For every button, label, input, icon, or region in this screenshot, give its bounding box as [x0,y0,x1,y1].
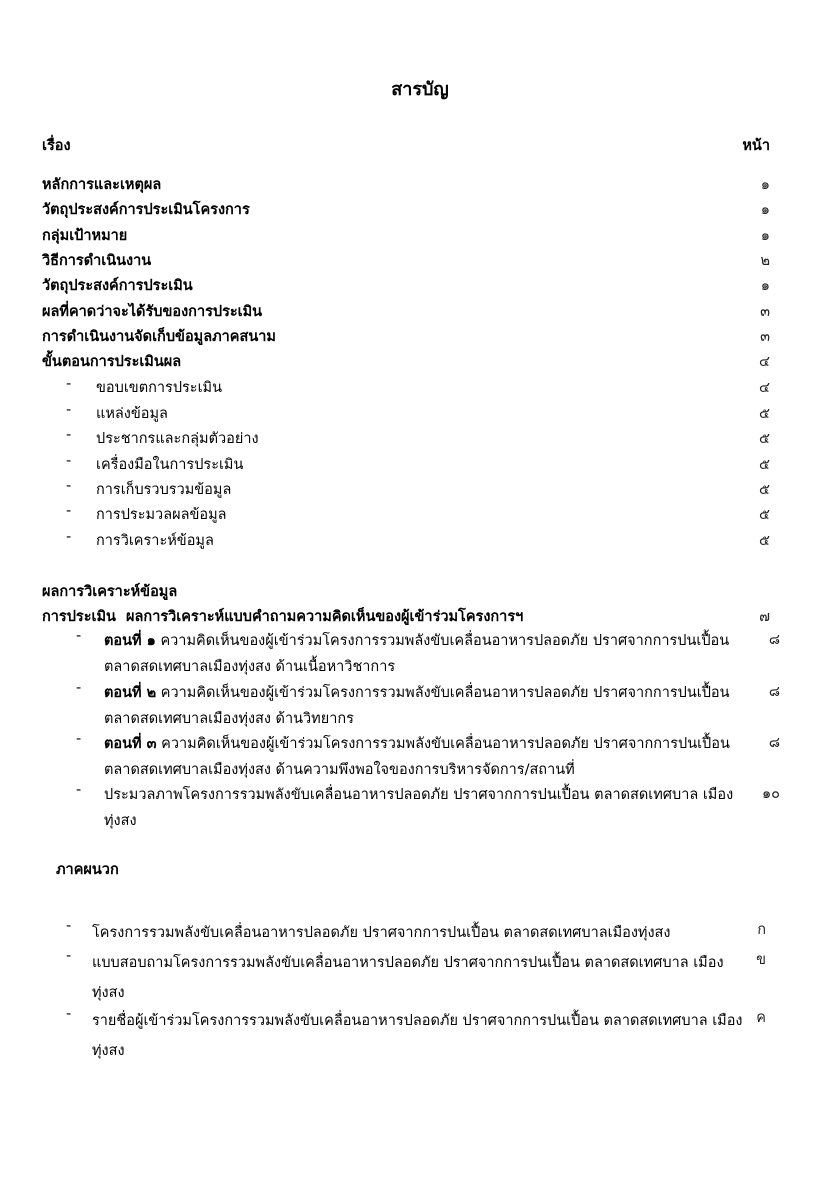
toc-entry-label: วิธีการดำเนินงาน [42,253,152,269]
toc-subentry-label: เครื่องมือในการประเมิน [96,457,244,473]
toc-subentry-page: ๕ [759,431,770,447]
toc-part-page: ๘ [768,735,780,751]
toc-part-text [104,680,744,732]
appendix-item-text: รายชื่อผู้เข้าร่วมโครงการรวมพลังขับเคลื่อนอาหารปลอดภัย ปราศจากการปนเปื้อน ตลาดสดเทศบาล เมืองทุ่งสง [92,1013,743,1059]
analysis-heading-row [42,580,790,606]
toc-entry-page: ๔ [759,354,770,370]
toc-subentry[interactable] [42,529,790,555]
header-topic: เรื่อง [42,138,71,154]
dash-bullet: - [76,680,82,696]
toc-subentry[interactable] [42,402,790,428]
toc-subentry-label: ขอบเขตการประเมิน [96,380,223,396]
toc-entry-page: ๑ [760,228,770,244]
toc-entry[interactable] [42,274,790,300]
toc-entry[interactable] [42,198,790,224]
toc-entry[interactable] [42,350,790,376]
toc-entry-label: วัตถุประสงค์การประเมิน [42,278,193,294]
part-number: ตอนที่ ๑ [104,633,156,649]
dash-bullet: - [66,478,72,494]
toc-subentry-page: ๔ [759,380,770,396]
toc-entry-page: ๓ [760,304,770,320]
dash-bullet: - [66,427,72,443]
toc-entry-label: การดำเนินงานจัดเก็บข้อมูลภาคสนาม [42,329,276,345]
toc-subentry-label: ประชากรและกลุ่มตัวอย่าง [96,431,259,447]
toc-subentry-label: แหล่งข้อมูล [96,406,168,422]
header-page: หน้า [742,138,770,154]
part-description: ประมวลภาพโครงการรวมพลังขับเคลื่อนอาหารปลอดภัย ปราศจากการปนเปื้อน ตลาดสดเทศบาล เมืองทุ่งสง [104,787,734,829]
part-number: ตอนที่ ๒ [104,685,157,701]
toc-subentry-label: การเก็บรวบรวมข้อมูล [96,482,232,498]
dash-bullet: - [76,782,82,798]
toc-entry-label: ผลที่คาดว่าจะได้รับของการประเมิน [42,304,263,320]
toc-entry[interactable] [42,224,790,250]
toc-entry-label: วัตถุประสงค์การประเมินโครงการ [42,202,250,218]
part-description: ความคิดเห็นของผู้เข้าร่วมโครงการรวมพลังขับเคลื่อนอาหารปลอดภัย ปราศจากการปนเปื้อน ตลาดสดเทศบาลเมืองทุ่งสง ด้านความพึงพอใจของการบริหารจัดการ/สถานที่ [104,736,730,778]
dash-bullet: - [66,503,72,519]
toc-part-text [104,628,744,680]
toc-subentry[interactable] [42,453,790,479]
toc-subentry[interactable] [42,427,790,453]
toc-subentry-page: ๕ [759,533,770,549]
appendix-item-text: แบบสอบถามโครงการรวมพลังขับเคลื่อนอาหารปลอดภัย ปราศจากการปนเปื้อน ตลาดสดเทศบาล เมืองทุ่งสง [92,955,724,1001]
toc-subentry-page: ๕ [759,457,770,473]
part-description: ความคิดเห็นของผู้เข้าร่วมโครงการรวมพลังขับเคลื่อนอาหารปลอดภัย ปราศจากการปนเปื้อน ตลาดสดเทศบาลเมืองทุ่งสง ด้านวิทยากร [104,685,730,727]
appendix-item-page: ก [757,922,766,938]
toc-subentry[interactable] [42,376,790,402]
dash-bullet: - [66,1006,72,1022]
toc-entry-label: ขั้นตอนการประเมินผล [42,354,182,370]
dash-bullet: - [66,948,72,964]
evaluation-label-text: ผลการวิเคราะห์แบบคำถามความคิดเห็นของผู้เข้าร่วมโครงการฯ [126,609,524,625]
toc-entry-label: หลักการและเหตุผล [42,177,162,193]
toc-entry-page: ๗ [759,609,770,625]
toc-part-text [104,731,744,783]
dash-bullet: - [66,918,72,934]
appendix-item-text: โครงการรวมพลังขับเคลื่อนอาหารปลอดภัย ปราศจากการปนเปื้อน ตลาดสดเทศบาลเมืองทุ่งสง [92,925,671,941]
toc-part-text [104,782,744,834]
evaluation-label-lead: การประเมิน [42,609,116,625]
toc-entry-label: กลุ่มเป้าหมาย [42,228,128,244]
toc-entry-page: ๓ [760,329,770,345]
toc-entry-page: ๑ [760,202,770,218]
dash-bullet: - [66,402,72,418]
analysis-heading: ผลการวิเคราะห์ข้อมูล [42,584,178,600]
page-title: สารบัญ [391,79,449,100]
dash-bullet: - [66,376,72,392]
appendix-heading-row [56,858,804,884]
appendix-item-page: ค [756,1010,766,1026]
toc-entry-page: ๒ [760,253,770,269]
dash-bullet: - [66,529,72,545]
toc-entry-page: ๑ [760,278,770,294]
toc-entry[interactable] [42,173,790,199]
toc-subentry-page: ๕ [759,482,770,498]
toc-part-page: ๘ [768,632,780,648]
appendix-item-page: ข [756,952,766,968]
part-description: ความคิดเห็นของผู้เข้าร่วมโครงการรวมพลังขับเคลื่อนอาหารปลอดภัย ปราศจากการปนเปื้อน ตลาดสดเทศบาลเมืองทุ่งสง ด้านเนื้อหาวิชาการ [104,633,730,675]
toc-subentry-label: การวิเคราะห์ข้อมูล [96,533,214,549]
toc-entry[interactable] [42,325,790,351]
toc-subentry-label: การประมวลผลข้อมูล [96,507,227,523]
dash-bullet: - [66,453,72,469]
toc-subentry[interactable] [42,503,790,529]
dash-bullet: - [76,628,82,644]
dash-bullet: - [76,731,82,747]
toc-entry[interactable] [42,300,790,326]
appendix-heading: ภาคผนวก [56,862,119,878]
toc-part-page: ๑๐ [761,786,780,802]
toc-entry[interactable] [42,249,790,275]
toc-header [42,134,790,160]
toc-entry-page: ๑ [760,177,770,193]
toc-part-page: ๘ [768,684,780,700]
part-number: ตอนที่ ๓ [104,736,157,752]
toc-subentry[interactable] [42,478,790,504]
toc-subentry-page: ๕ [759,406,770,422]
toc-subentry-page: ๕ [759,507,770,523]
evaluation-label [42,605,523,628]
